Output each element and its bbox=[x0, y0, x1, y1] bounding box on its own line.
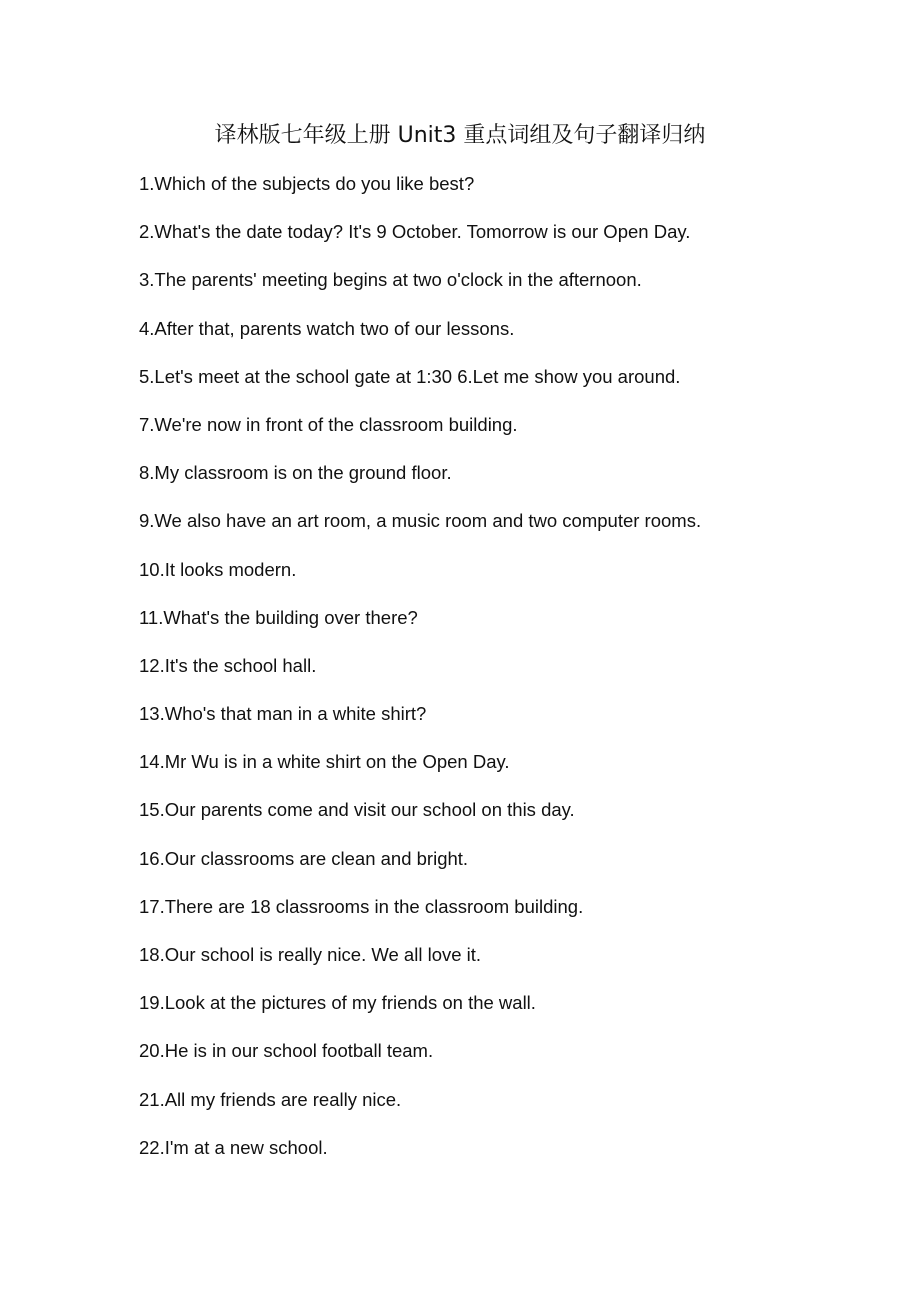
sentence-line: 17.There are 18 classrooms in the classroom building. bbox=[139, 895, 584, 917]
sentence-line: 12.It's the school hall. bbox=[139, 654, 317, 676]
sentence-line: 13.Who's that man in a white shirt? bbox=[139, 703, 427, 725]
document-title: 译林版七年级上册 Unit3 重点词组及句子翻译归纳 bbox=[214, 123, 706, 148]
sentence-line: 7.We're now in front of the classroom building. bbox=[139, 413, 518, 435]
sentence-line: 19.Look at the pictures of my friends on the wall. bbox=[139, 992, 536, 1014]
sentence-line: 20.He is in our school football team. bbox=[139, 1040, 434, 1062]
sentence-line: 9.We also have an art room, a music room and two computer rooms. bbox=[139, 510, 702, 532]
sentence-line: 22.I'm at a new school. bbox=[139, 1136, 328, 1158]
sentence-line: 2.What's the date today? It's 9 October. Tomorrow is our Open Day. bbox=[139, 221, 691, 243]
sentence-list bbox=[139, 168, 879, 1180]
sentence-line: 21.All my friends are really nice. bbox=[139, 1088, 402, 1110]
sentence-line: 8.My classroom is on the ground floor. bbox=[139, 462, 452, 484]
sentence-line: 1.Which of the subjects do you like best? bbox=[139, 173, 475, 194]
sentence-line: 11.What's the building over there? bbox=[139, 606, 418, 628]
sentence-line: 18.Our school is really nice. We all love it. bbox=[139, 944, 482, 965]
sentence-line: 5.Let's meet at the school gate at 1:30 6.Let me show you around. bbox=[139, 365, 681, 387]
sentence-line: 4.After that, parents watch two of our lessons. bbox=[139, 317, 515, 339]
sentence-line: 16.Our classrooms are clean and bright. bbox=[139, 847, 469, 869]
sentence-line: 15.Our parents come and visit our school on this day. bbox=[139, 799, 575, 821]
sentence-line: 10.It looks modern. bbox=[139, 558, 297, 580]
sentence-line: 3.The parents' meeting begins at two o'clock in the afternoon. bbox=[139, 269, 642, 291]
sentence-line: 14.Mr Wu is in a white shirt on the Open Day. bbox=[139, 751, 510, 773]
